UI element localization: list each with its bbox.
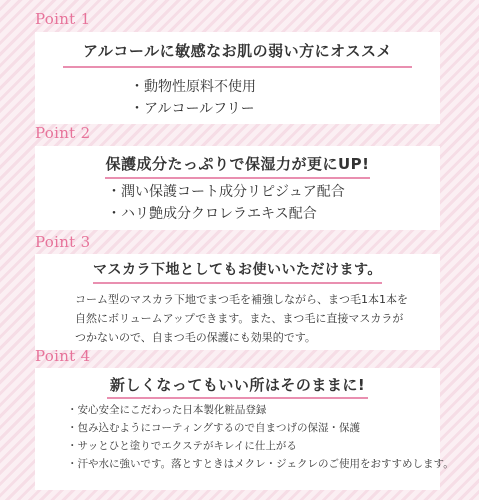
point-1-label: Point 1 [35, 10, 91, 28]
point-3-card [35, 254, 440, 350]
point-3-divider [93, 282, 382, 284]
point-4-bullets [67, 401, 454, 473]
point-1-bullet: ・アルコールフリー [130, 101, 255, 117]
point-1-divider [63, 66, 412, 68]
point-4-label: Point 4 [35, 347, 91, 365]
point-4-bullet: ・安心安全にこだわった日本製化粧品登録 [67, 404, 267, 416]
point-1-bullets [130, 76, 256, 120]
point-1-title: アルコールに敏感なお肌の弱い方にオススメ [83, 42, 392, 60]
point-3-title: マスカラ下地としてもお使いいただけます。 [93, 262, 382, 278]
point-1-bullet: ・動物性原料不使用 [130, 79, 256, 95]
point-2-bullet: ・ハリ艶成分クロレラエキス配合 [107, 206, 317, 222]
point-2-bullet: ・潤い保護コート成分リピジュア配合 [107, 184, 345, 200]
point-3-paragraph-line: つかないので、自まつ毛の保護にも効果的です。 [75, 331, 316, 344]
point-4-card [35, 368, 454, 490]
point-4-divider [107, 397, 368, 399]
point-4-bullet: ・包み込むようにコーティングするので自まつげの保湿・保護 [67, 422, 360, 434]
point-2-card [35, 146, 440, 230]
point-4-title: 新しくなってもいい所はそのままに! [109, 376, 366, 394]
point-2-title: 保護成分たっぷりで保湿力が更にUP! [105, 155, 370, 173]
point-3-paragraph [75, 290, 408, 347]
point-4-bullet: ・汗や水に強いです。落とすときはメクレ・ジェクレのご使用をおすすめします。 [67, 458, 454, 470]
point-3-paragraph-line: コーム型のマスカラ下地でまつ毛を補強しながら、まつ毛1本1本を [75, 293, 408, 306]
point-1-card [35, 32, 440, 124]
point-2-label: Point 2 [35, 124, 91, 142]
point-2-bullets [107, 181, 345, 225]
point-2-divider [105, 177, 370, 179]
point-3-label: Point 3 [35, 233, 91, 251]
point-4-bullet: ・サッとひと塗りでエクステがキレイに仕上がる [67, 440, 297, 452]
point-3-paragraph-line: 自然にボリュームアップできます。また、まつ毛に直接マスカラが [75, 312, 404, 325]
